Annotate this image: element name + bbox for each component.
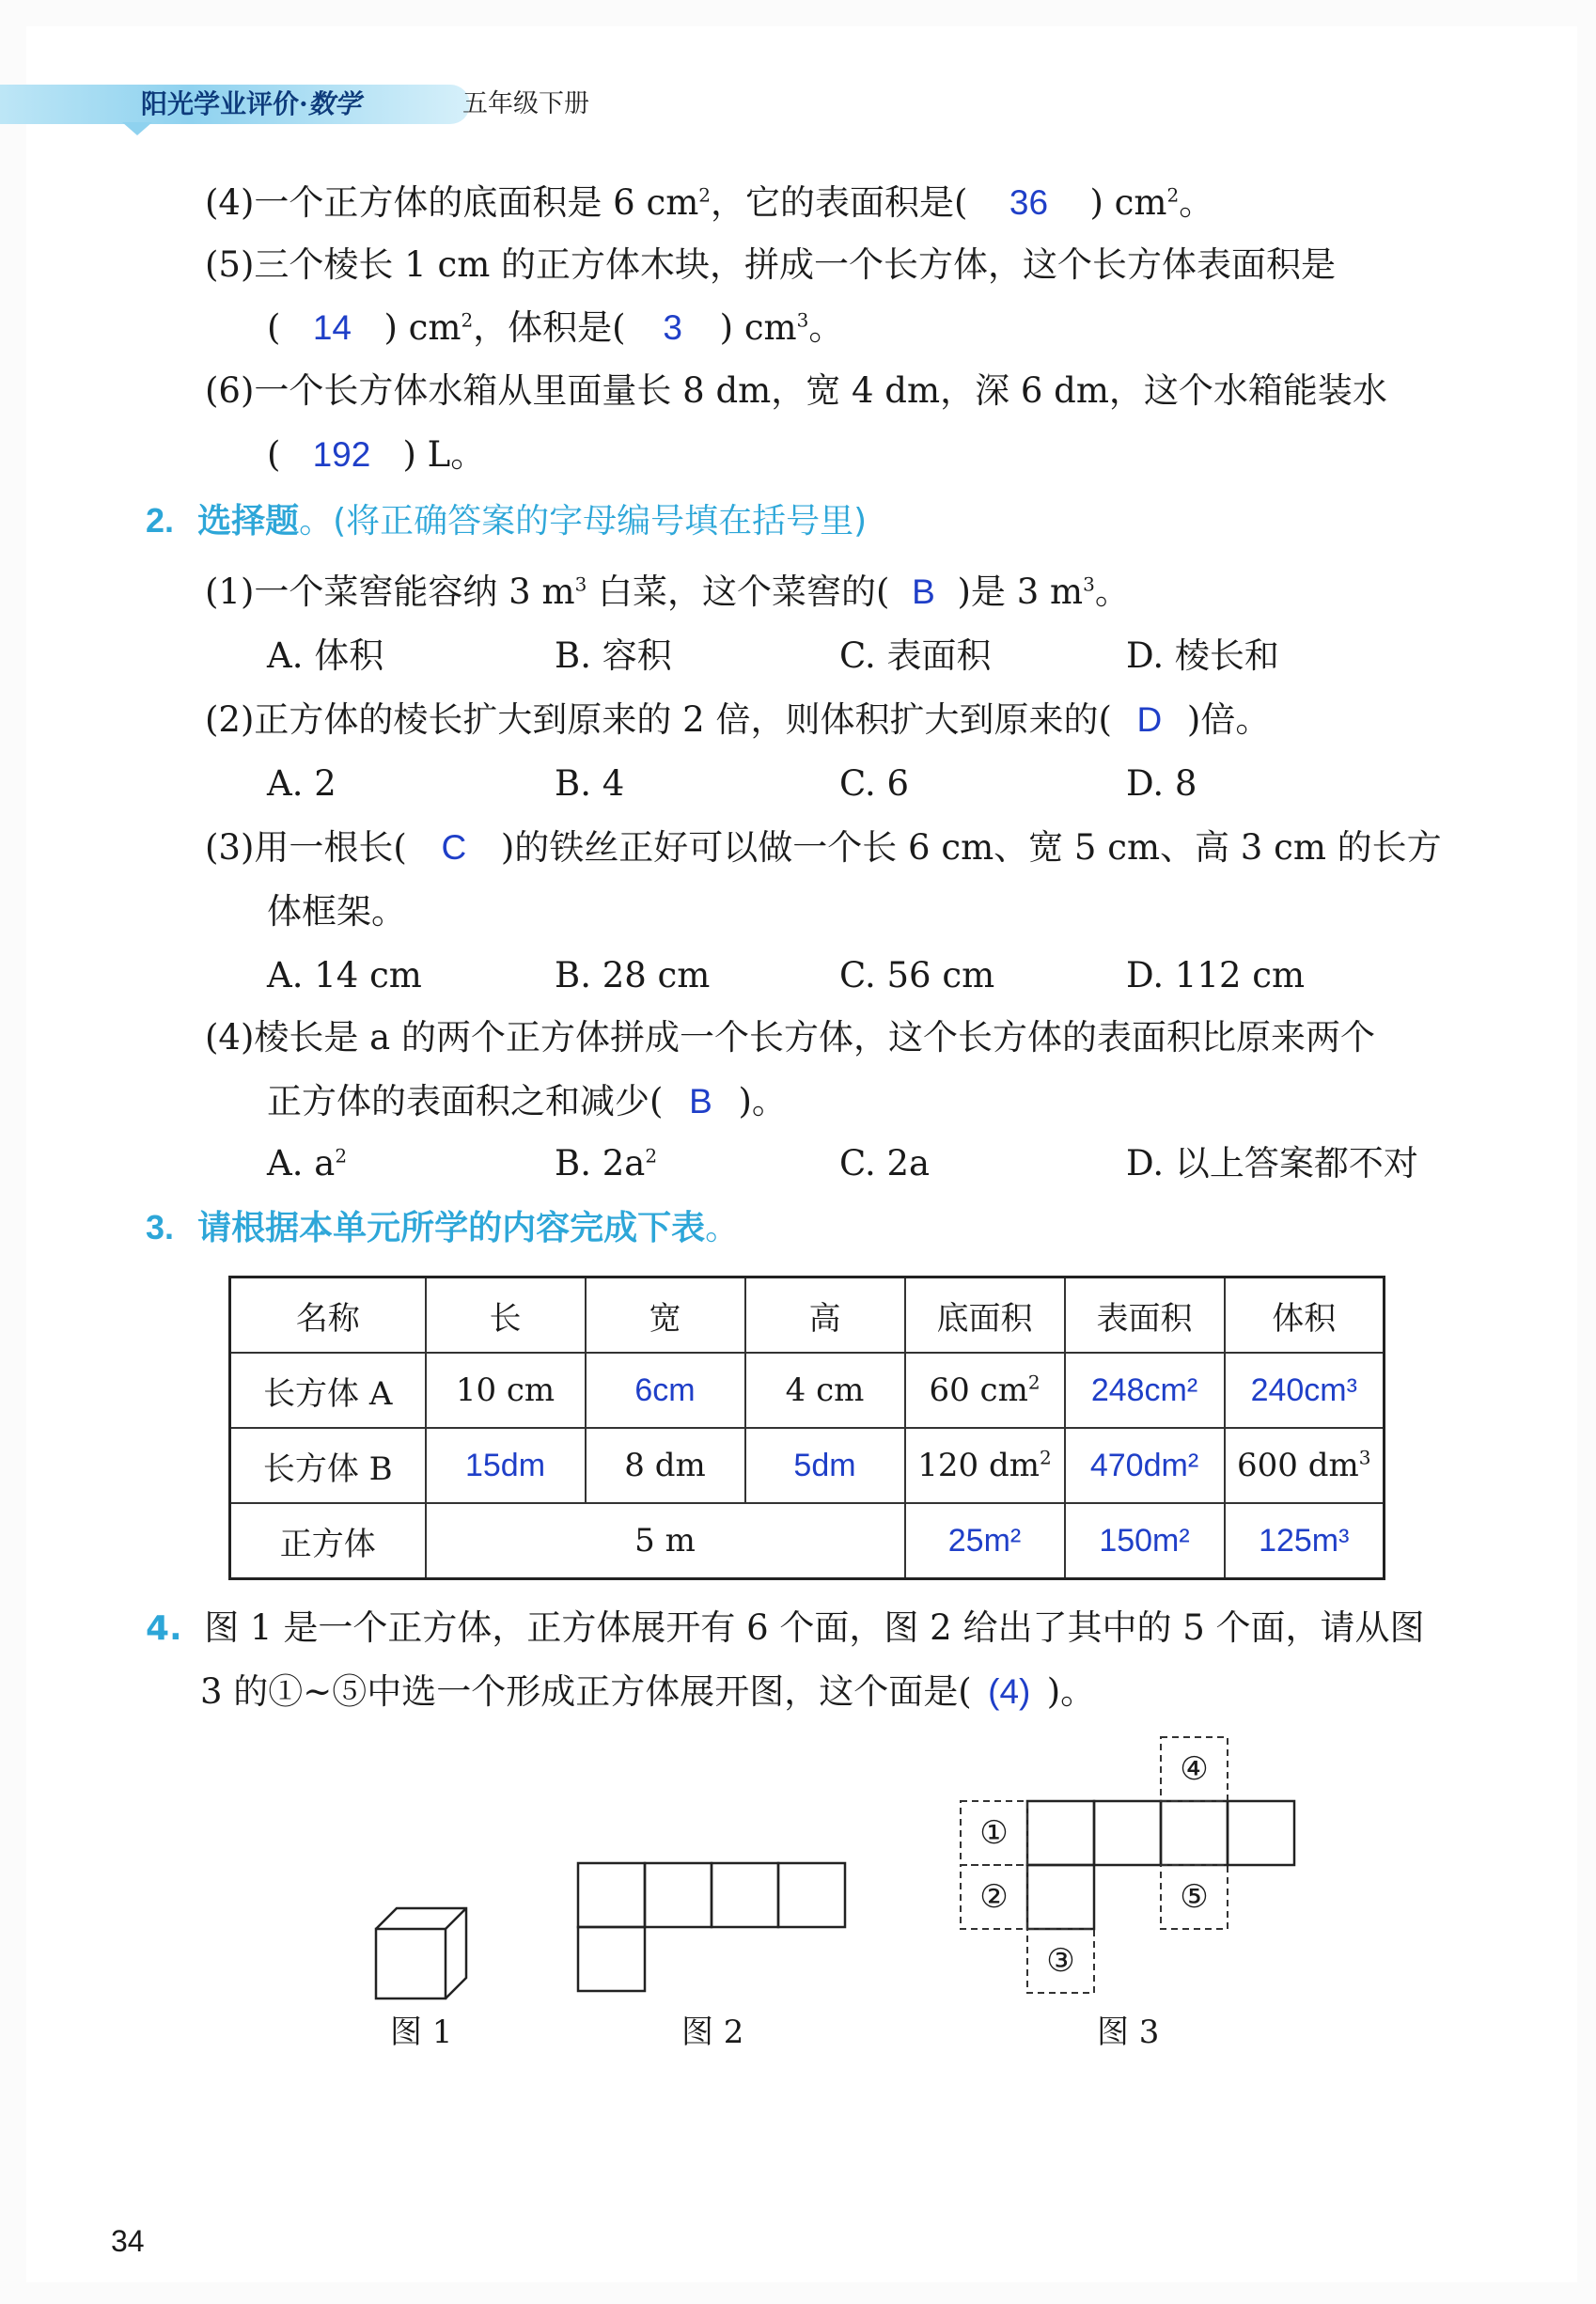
net2-face — [712, 1863, 778, 1927]
option-2-4-b: B. $2a^2$ — [555, 1143, 658, 1183]
cube-figure — [376, 1908, 466, 1998]
table-answer-cell: 240cm³ — [1225, 1353, 1385, 1428]
table-header: 表面积 — [1065, 1277, 1225, 1354]
option-2-3-d: D. 112 cm — [1126, 955, 1306, 995]
table-cell: 正方体 — [230, 1503, 426, 1579]
option-2-2-c: C. 6 — [839, 763, 910, 804]
circle-label-3: ③ — [1046, 1942, 1075, 1980]
table-header: 体积 — [1225, 1277, 1385, 1354]
table-header: 长 — [426, 1277, 586, 1354]
header-grade: 五年级下册 — [462, 89, 589, 118]
table-header: 名称 — [230, 1277, 426, 1354]
table-answer-cell: 125m³ — [1225, 1503, 1385, 1579]
circle-label-4: ④ — [1180, 1750, 1209, 1788]
circle-label-2: ② — [979, 1878, 1009, 1916]
section-2-heading: 2. 选择题。(将正确答案的字母编号填在括号里) — [146, 501, 868, 541]
option-2-2-a: A. 2 — [267, 763, 336, 804]
table-cell: 长方体 A — [230, 1353, 426, 1428]
question-2-4-line2: 正方体的表面积之和减少( B )。 — [267, 1079, 787, 1124]
table-answer-cell: 6cm — [586, 1353, 745, 1428]
table-answer-cell: 150m² — [1065, 1503, 1225, 1579]
circle-label-5: ⑤ — [1180, 1878, 1209, 1916]
table-cell: 10 cm — [426, 1353, 586, 1428]
figure-caption-1: 图 1 — [390, 2014, 453, 2051]
question-4-line1: 4. 图 1 是一个正方体，正方体展开有 6 个面，图 2 给出了其中的 5 个面，请从图 — [146, 1607, 1425, 1648]
header-title: 阳光学业评价·数学 — [141, 88, 361, 119]
net2-face — [578, 1863, 645, 1927]
question-4-line2: 3 的①~⑤中选一个形成正方体展开图，这个面是( (4) )。 — [200, 1669, 1095, 1715]
option-2-3-b: B. 28 cm — [555, 955, 711, 995]
table-answer-cell: 25m² — [905, 1503, 1065, 1579]
figure-caption-3: 图 3 — [1097, 2014, 1160, 2051]
cube-front — [376, 1929, 446, 1998]
answer-2-4: B — [689, 1082, 712, 1121]
net3-face — [1228, 1801, 1294, 1865]
answer-2-2: D — [1136, 700, 1163, 739]
table-cell: 600 $dm^3$ — [1225, 1428, 1385, 1503]
option-2-3-a: A. 14 cm — [267, 955, 422, 995]
table-cell: 5 m — [426, 1503, 905, 1579]
option-2-3-c: C. 56 cm — [839, 955, 995, 995]
table-answer-cell: 15dm — [426, 1428, 586, 1503]
question-1-4: (4)一个正方体的底面积是 6 $cm^2$，它的表面积是( 36 ) $cm^2$。 — [205, 180, 1213, 226]
answer-2-1: B — [912, 572, 935, 611]
question-2-2: (2)正方体的棱长扩大到原来的 2 倍，则体积扩大到原来的( D )倍。 — [205, 697, 1270, 743]
answer-1-5-surface: 14 — [312, 308, 352, 347]
section-3-heading: 3. 请根据本单元所学的内容完成下表。 — [146, 1208, 740, 1247]
table-answer-cell: 5dm — [745, 1428, 905, 1503]
table-cell: 120 $dm^2$ — [905, 1428, 1065, 1503]
option-2-4-d: D. 以上答案都不对 — [1126, 1143, 1418, 1183]
option-2-1-d: D. 棱长和 — [1126, 635, 1279, 676]
option-2-1-b: B. 容积 — [555, 635, 672, 676]
table-header: 高 — [745, 1277, 905, 1354]
table-cell: 长方体 B — [230, 1428, 426, 1503]
table-cell: 8 dm — [586, 1428, 745, 1503]
option-2-1-c: C. 表面积 — [839, 635, 992, 676]
question-2-3-line2: 体框架。 — [267, 891, 406, 932]
question-2-4-line1: (4)棱长是 a 的两个正方体拼成一个长方体，这个长方体的表面积比原来两个 — [205, 1017, 1375, 1058]
option-2-4-c: C. 2a — [839, 1143, 931, 1183]
question-1-5-line1: (5)三个棱长 1 cm 的正方体木块，拼成一个长方体，这个长方体表面积是 — [205, 244, 1337, 285]
option-2-2-b: B. 4 — [555, 763, 625, 804]
question-1-6-line1: (6)一个长方体水箱从里面量长 8 dm，宽 4 dm，深 6 dm，这个水箱能装水 — [205, 370, 1387, 411]
table-header: 宽 — [586, 1277, 745, 1354]
net2-face — [645, 1863, 712, 1927]
question-2-3: (3)用一根长( C )的铁丝正好可以做一个长 6 cm、宽 5 cm、高 3 cm 的长方 — [205, 825, 1442, 870]
table-header: 底面积 — [905, 1277, 1065, 1354]
question-1-5-line2: ( 14 ) $cm^2$，体积是( 3 ) $cm^3$。 — [267, 306, 843, 351]
net3-face — [1027, 1801, 1094, 1865]
net2-face — [578, 1927, 645, 1991]
net-figure-2 — [578, 1863, 845, 1991]
net3-face — [1094, 1801, 1161, 1865]
figure-caption-2: 图 2 — [681, 2014, 744, 2051]
answer-1-5-volume: 3 — [663, 308, 682, 347]
table-answer-cell: 470dm² — [1065, 1428, 1225, 1503]
question-2-1: (1)一个菜窖能容纳 3 $m^3$ 白菜，这个菜窖的( B )是 3 $m^3$。 — [205, 570, 1130, 615]
answer-1-4: 36 — [1009, 183, 1049, 222]
question-1-6-line2: ( 192 ) L。 — [267, 432, 485, 478]
page-number: 34 — [111, 2224, 145, 2258]
circle-label-1: ① — [979, 1814, 1009, 1852]
answer-1-6: 192 — [312, 435, 371, 474]
answer-4: (4) — [988, 1672, 1031, 1711]
net2-face — [778, 1863, 845, 1927]
answer-2-3: C — [441, 828, 467, 867]
net3-face — [1027, 1865, 1094, 1929]
cube-edge — [446, 1908, 466, 1929]
option-2-4-a: A. $a^2$ — [267, 1143, 348, 1183]
table-cell: 60 $cm^2$ — [905, 1353, 1065, 1428]
table-cell: 4 cm — [745, 1353, 905, 1428]
table-answer-cell: 248cm² — [1065, 1353, 1225, 1428]
net3-face — [1161, 1801, 1228, 1865]
option-2-1-a: A. 体积 — [267, 635, 384, 676]
option-2-2-d: D. 8 — [1126, 763, 1197, 804]
